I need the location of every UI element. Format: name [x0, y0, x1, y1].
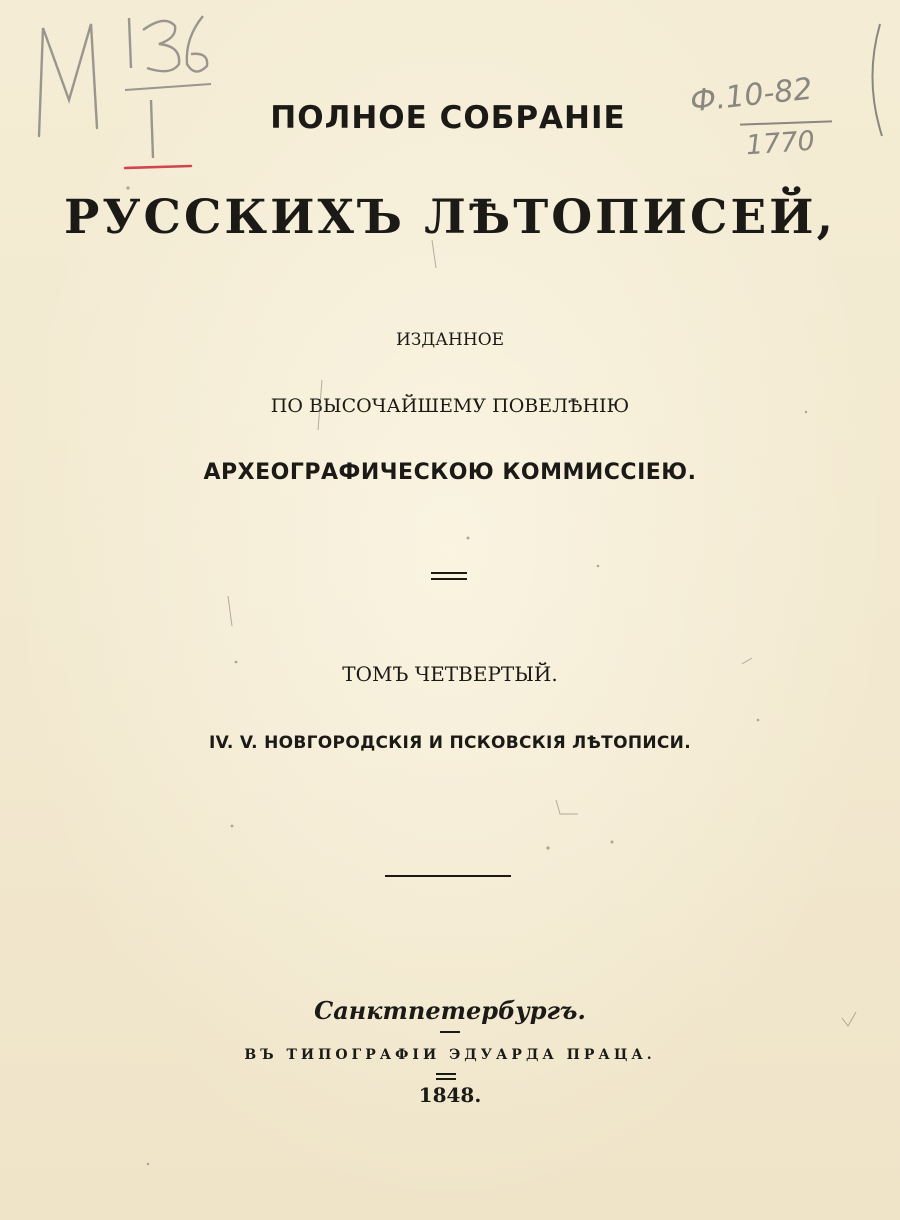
- title-line-2: РУССКИХЪ ЛѢТОПИСЕЙ,: [64, 190, 836, 245]
- inventory-number-annotation: 1770: [745, 125, 816, 162]
- imprint-year: 1848.: [418, 1083, 482, 1107]
- issued-line: ИЗДАННОЕ: [395, 330, 505, 350]
- call-number-annotation: Ф.10-82: [688, 71, 815, 120]
- title-line-1: ПОЛНОЕ СОБРАНІЕ: [270, 100, 626, 136]
- imprint-city: Санктпетербургъ.: [314, 996, 586, 1025]
- by-command-line: ПО ВЫСОЧАЙШЕМУ ПОВЕЛѢНІЮ: [270, 395, 630, 417]
- contents-line: IV. V. НОВГОРОДСКІЯ И ПСКОВСКІЯ ЛѢТОПИСИ.: [209, 733, 691, 753]
- volume-heading: ТОМЪ ЧЕТВЕРТЫЙ.: [342, 662, 558, 686]
- commission-line: АРХЕОГРАФИЧЕСКОЮ КОММИССІЕЮ.: [203, 460, 697, 485]
- imprint-printer: ВЪ ТИПОГРАФІИ ЭДУАРДА ПРАЦА.: [244, 1047, 656, 1063]
